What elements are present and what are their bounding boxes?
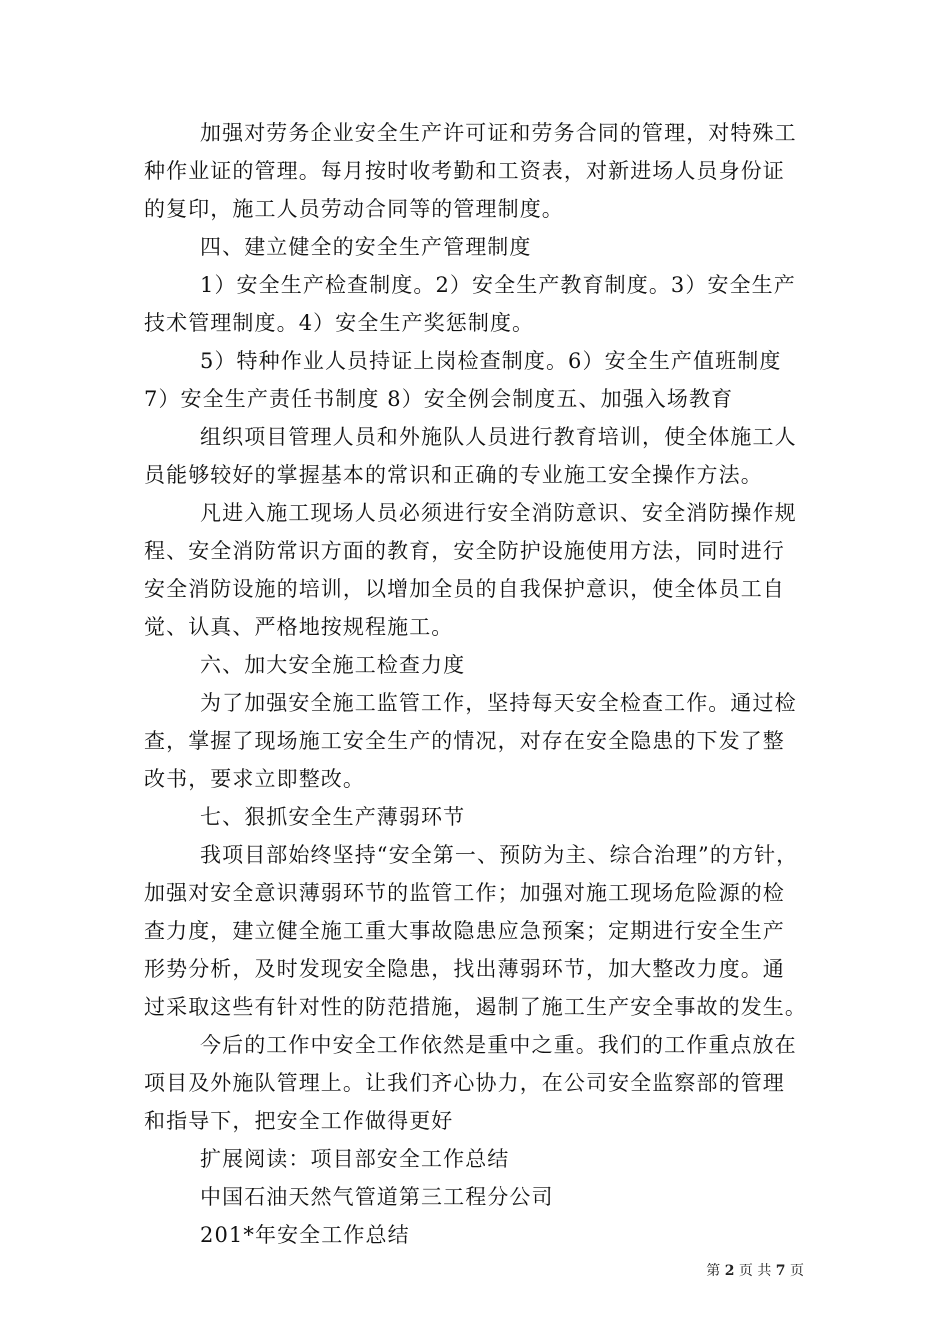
- paragraph-line: 今后的工作中安全工作依然是重中之重。我们的工作重点放在: [200, 1033, 797, 1057]
- footer-suffix: 页: [790, 1263, 804, 1279]
- paragraph-line: 加强对劳务企业安全生产许可证和劳务合同的管理，对特殊工: [200, 121, 797, 145]
- section-heading: 六、加大安全施工检查力度: [200, 653, 466, 677]
- footer-middle: 页 共: [738, 1263, 772, 1279]
- paragraph-line: 的复印，施工人员劳动合同等的管理制度。: [144, 197, 564, 221]
- paragraph-line: 安全消防设施的培训，以增加全员的自我保护意识，使全体员工自: [144, 577, 785, 601]
- paragraph-line: 过采取这些有针对性的防范措施，遏制了施工生产安全事故的发生。: [144, 995, 807, 1019]
- paragraph-line: 凡进入施工现场人员必须进行安全消防意识、安全消防操作规: [200, 501, 797, 525]
- paragraph-line: 项目及外施队管理上。让我们齐心协力，在公司安全监察部的管理: [144, 1071, 785, 1095]
- paragraph-line: 觉、认真、严格地按规程施工。: [144, 615, 454, 639]
- paragraph-line: 改书，要求立即整改。: [144, 767, 365, 791]
- current-page-number: 2: [724, 1263, 735, 1279]
- paragraph-line: 中国石油天然气管道第三工程分公司: [200, 1185, 554, 1209]
- paragraph-line: 员能够较好的掌握基本的常识和正确的专业施工安全操作方法。: [144, 463, 763, 487]
- paragraph-line: 技术管理制度。4）安全生产奖惩制度。: [144, 311, 535, 335]
- paragraph-line: 为了加强安全施工监管工作，坚持每天安全检查工作。通过检: [200, 691, 797, 715]
- paragraph-line: 种作业证的管理。每月按时收考勤和工资表，对新进场人员身份证: [144, 159, 785, 183]
- paragraph-line: 7）安全生产责任书制度 8）安全例会制度五、加强入场教育: [144, 387, 734, 411]
- paragraph-line: 查力度，建立健全施工重大事故隐患应急预案；定期进行安全生产: [144, 919, 785, 943]
- section-heading: 七、狠抓安全生产薄弱环节: [200, 805, 466, 829]
- paragraph-line: 形势分析，及时发现安全隐患，找出薄弱环节，加大整改力度。通: [144, 957, 785, 981]
- paragraph-line: 我项目部始终坚持“安全第一、预防为主、综合治理”的方针，: [200, 843, 799, 867]
- paragraph-line: 和指导下，把安全工作做得更好: [144, 1109, 454, 1133]
- paragraph-line: 程、安全消防常识方面的教育，安全防护设施使用方法，同时进行: [144, 539, 785, 563]
- paragraph-line: 查，掌握了现场施工安全生产的情况，对存在安全隐患的下发了整: [144, 729, 785, 753]
- paragraph-line: 5）特种作业人员持证上岗检查制度。6）安全生产值班制度: [200, 349, 782, 373]
- paragraph-line: 加强对安全意识薄弱环节的监管工作；加强对施工现场危险源的检: [144, 881, 785, 905]
- paragraph-line: 201*年安全工作总结: [200, 1223, 410, 1247]
- footer-prefix: 第: [706, 1263, 721, 1279]
- page-number-footer: [706, 1262, 804, 1280]
- total-page-number: 7: [775, 1263, 786, 1279]
- paragraph-line: 1）安全生产检查制度。2）安全生产教育制度。3）安全生产: [200, 273, 796, 297]
- paragraph-line: 扩展阅读：项目部安全工作总结: [200, 1147, 510, 1171]
- section-heading: 四、建立健全的安全生产管理制度: [200, 235, 532, 259]
- paragraph-line: 组织项目管理人员和外施队人员进行教育培训，使全体施工人: [200, 425, 797, 449]
